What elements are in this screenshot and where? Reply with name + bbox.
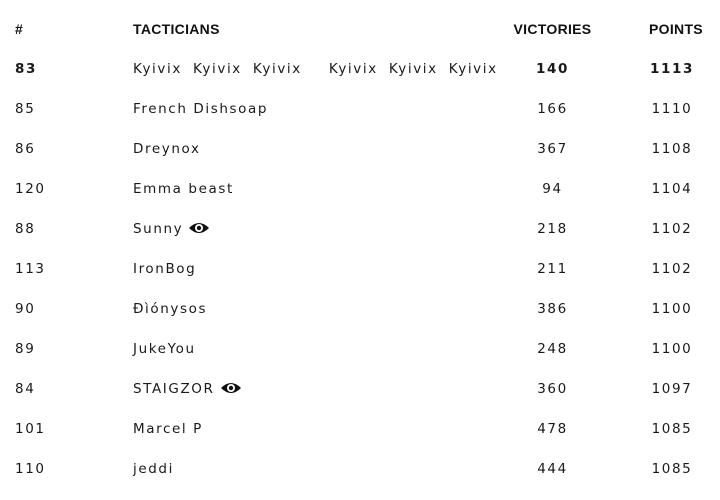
header-points[interactable]: POINTS — [649, 21, 703, 37]
victories-cell: 444 — [537, 461, 568, 477]
points-cell: 1097 — [651, 381, 693, 397]
table-row[interactable] — [0, 449, 720, 489]
points-cell: 1100 — [651, 301, 693, 317]
table-row[interactable] — [0, 209, 720, 249]
table-row[interactable] — [0, 89, 720, 129]
points-cell: 1085 — [651, 421, 693, 437]
leaderboard-header — [0, 9, 720, 49]
victories-cell: 211 — [537, 261, 568, 277]
victories-cell: 94 — [542, 181, 563, 197]
player-name[interactable] — [133, 129, 493, 169]
player-name[interactable] — [133, 449, 493, 489]
player-tag: Kyivix — [192, 61, 242, 77]
rank-cell: 120 — [15, 181, 46, 197]
rank-cell: 101 — [15, 421, 46, 437]
victories-cell: 386 — [537, 301, 568, 317]
rank-cell: 110 — [15, 461, 46, 477]
player-name[interactable] — [133, 369, 493, 409]
rank-cell: 83 — [15, 61, 37, 77]
points-cell: 1110 — [651, 101, 693, 117]
table-row[interactable] — [0, 289, 720, 329]
table-row[interactable] — [0, 329, 720, 369]
header-tacticians[interactable]: TACTICIANS — [133, 21, 220, 37]
rank-cell: 89 — [15, 341, 36, 357]
victories-cell: 140 — [536, 61, 569, 77]
victories-cell: 360 — [537, 381, 568, 397]
rank-cell: 90 — [15, 301, 36, 317]
points-cell: 1113 — [650, 61, 694, 77]
points-cell: 1102 — [651, 221, 693, 237]
player-name[interactable] — [133, 329, 493, 369]
player-name[interactable] — [133, 289, 493, 329]
points-cell: 1102 — [651, 261, 693, 277]
player-name-text: Dreynox — [133, 141, 201, 157]
table-row[interactable] — [0, 49, 720, 89]
table-row[interactable] — [0, 169, 720, 209]
table-row[interactable] — [0, 249, 720, 289]
player-name-text: Marcel P — [133, 421, 203, 437]
victories-cell: 367 — [537, 141, 568, 157]
rank-cell: 113 — [15, 261, 46, 277]
player-name-text: Sunny — [133, 221, 184, 237]
header-rank[interactable]: # — [15, 21, 24, 37]
table-row[interactable] — [0, 409, 720, 449]
player-tags[interactable] — [133, 49, 498, 89]
player-name-text: Emma beast — [133, 181, 234, 197]
player-name[interactable] — [133, 209, 493, 249]
player-name-text: JukeYou — [133, 341, 196, 357]
player-tag: Kyivix — [328, 61, 378, 77]
player-tag: Kyivix — [388, 61, 438, 77]
points-cell: 1085 — [651, 461, 693, 477]
table-row[interactable] — [0, 129, 720, 169]
eye-icon[interactable] — [220, 381, 242, 395]
points-cell: 1104 — [651, 181, 693, 197]
player-tag: Kyivix — [252, 61, 302, 77]
victories-cell: 478 — [537, 421, 568, 437]
player-name-text: Đìónysos — [133, 301, 208, 317]
header-victories[interactable]: VICTORIES — [513, 21, 592, 37]
rank-cell: 88 — [15, 221, 36, 237]
player-name[interactable] — [133, 89, 493, 129]
player-name[interactable] — [133, 409, 493, 449]
table-row[interactable] — [0, 369, 720, 409]
rank-cell: 86 — [15, 141, 36, 157]
player-name-text: jeddi — [133, 461, 174, 477]
player-tag: Kyivix — [448, 61, 498, 77]
player-name[interactable] — [133, 169, 493, 209]
player-name[interactable] — [133, 249, 493, 289]
victories-cell: 218 — [537, 221, 568, 237]
rank-cell: 84 — [15, 381, 36, 397]
victories-cell: 248 — [537, 341, 568, 357]
player-name-text: STAIGZOR — [133, 381, 215, 397]
points-cell: 1100 — [651, 341, 693, 357]
player-name-text: French Dishsoap — [133, 101, 269, 117]
player-tag: Kyivix — [133, 61, 182, 77]
player-name-text: IronBog — [133, 261, 197, 277]
rank-cell: 85 — [15, 101, 36, 117]
eye-icon[interactable] — [188, 221, 210, 235]
victories-cell: 166 — [537, 101, 568, 117]
points-cell: 1108 — [651, 141, 693, 157]
